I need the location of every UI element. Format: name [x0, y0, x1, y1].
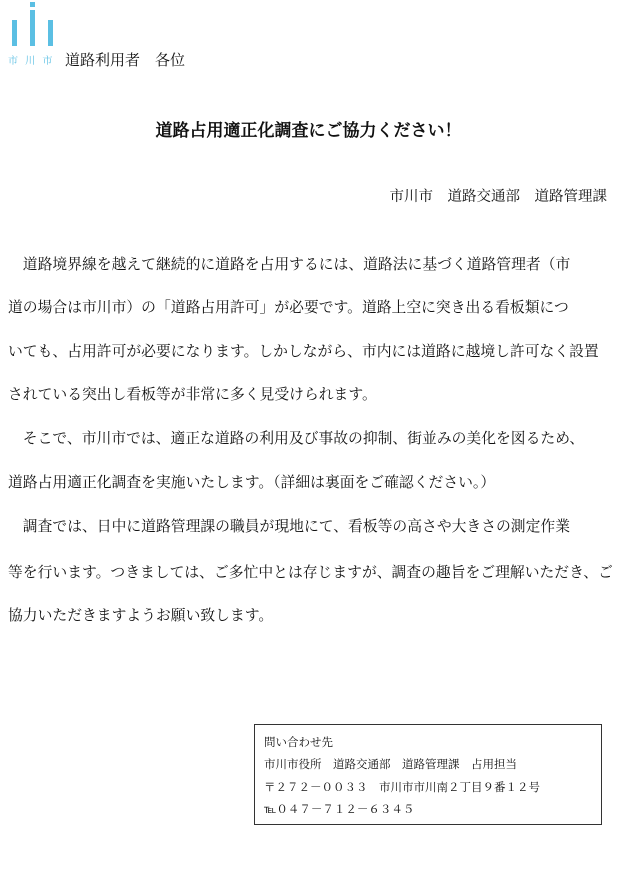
contact-address: 〒２７２－００３３ 市川市市川南２丁目９番１２号 [264, 780, 540, 794]
logo-bar-center [30, 10, 35, 46]
logo-bar-left [12, 20, 17, 46]
logo-bar-right [48, 20, 53, 46]
body-line: 道の場合は市川市）の「道路占用許可」が必要です。道路上空に突き出る看板類につ [8, 299, 569, 316]
sender-line: 市川市 道路交通部 道路管理課 [389, 189, 607, 205]
document-title: 道路占用適正化調査にご協力ください！ [155, 121, 462, 141]
body-line: 等を行います。つきましては、ご多忙中とは存じますが、調査の趣旨をご理解いただき、ご [8, 564, 613, 581]
body-line: 道路占用適正化調査を実施いたします。（詳細は裏面をご確認ください。） [8, 474, 496, 491]
logo-dot-center [30, 2, 35, 7]
logo-city-name: 市 川 市 [8, 56, 55, 67]
contact-office: 市川市役所 道路交通部 道路管理課 占用担当 [264, 757, 517, 771]
contact-phone: ℡０４７－７１２－６３４５ [264, 802, 415, 816]
body-line: 協力いただきますようお願い致します。 [8, 607, 274, 624]
body-line: そこで、市川市では、適正な道路の利用及び事故の抑制、街並みの美化を図るため、 [8, 430, 585, 447]
body-line: いても、占用許可が必要になります。しかしながら、市内には道路に越境し許可なく設置 [8, 343, 599, 360]
city-logo-mark-icon [8, 2, 60, 50]
body-line: されている突出し看板等が非常に多く見受けられます。 [8, 386, 377, 403]
body-line: 調査では、日中に道路管理課の職員が現地にて、看板等の高さや大きさの測定作業 [8, 518, 570, 535]
contact-box [254, 724, 602, 825]
recipient-line: 道路利用者 各位 [65, 51, 186, 69]
body-line: 道路境界線を越えて継続的に道路を占用するには、道路法に基づく道路管理者（市 [8, 256, 571, 273]
contact-heading: 問い合わせ先 [264, 735, 333, 749]
city-logo [8, 2, 60, 66]
